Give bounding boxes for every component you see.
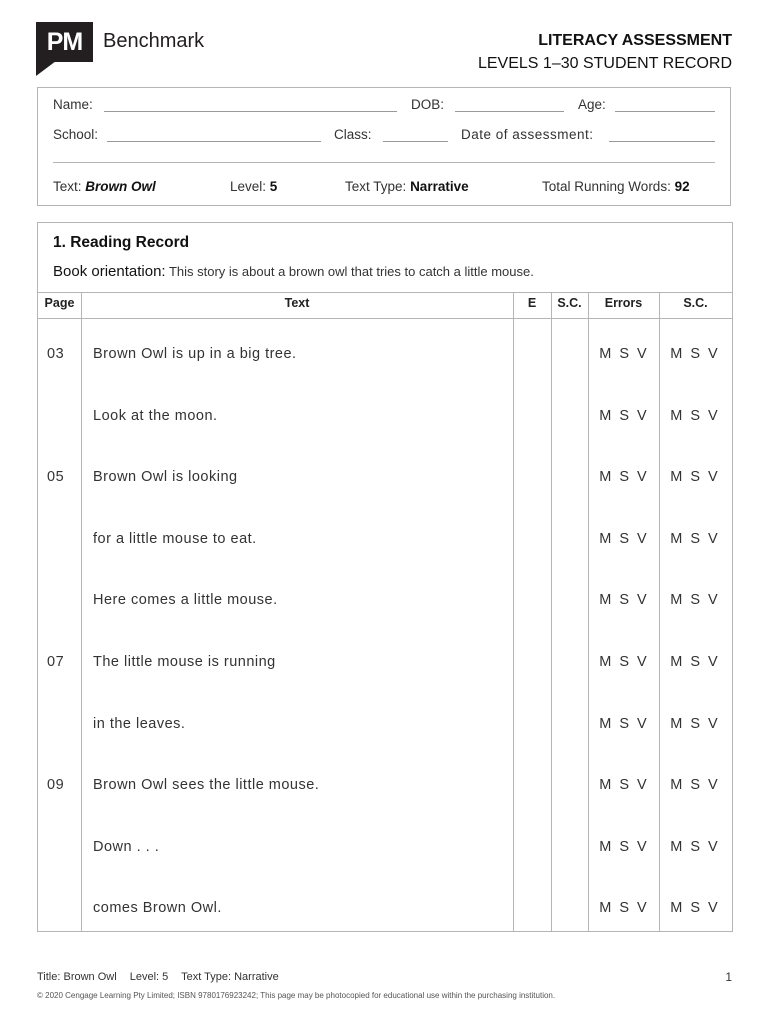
row-text: Down . . .: [93, 839, 160, 855]
page-number: 1: [725, 970, 732, 984]
section-title: 1. Reading Record: [53, 234, 190, 251]
text-type-info: Text Type: Narrative: [345, 179, 469, 194]
pm-logo: [36, 22, 93, 76]
errors-msv[interactable]: M S V: [599, 592, 649, 608]
running-words-info: Total Running Words: 92: [542, 179, 690, 194]
sc-msv[interactable]: M S V: [670, 346, 720, 362]
sc-msv[interactable]: M S V: [670, 408, 720, 424]
sc-msv[interactable]: M S V: [670, 469, 720, 485]
footer-text-type: Text Type: Narrative: [181, 971, 279, 983]
row-text: Brown Owl is up in a big tree.: [93, 346, 297, 362]
orientation-text: This story is about a brown owl that tries to catch a little mouse.: [168, 264, 534, 279]
school-label: School:: [53, 127, 99, 142]
brand-name: Benchmark: [103, 30, 205, 52]
col-header-errors-count: E: [527, 296, 537, 310]
col-divider: [81, 292, 82, 931]
footer-info: [37, 971, 289, 983]
row-page-number: 09: [47, 777, 65, 793]
dob-label: DOB:: [411, 97, 445, 112]
table-header-rule: [38, 318, 732, 319]
age-label: Age:: [578, 97, 606, 112]
row-text: Here comes a little mouse.: [93, 592, 278, 608]
level-info: Level: 5: [230, 179, 278, 194]
reading-record-section: [37, 222, 733, 932]
date-field[interactable]: [609, 141, 715, 142]
text-title-value: Brown Owl: [85, 179, 156, 194]
school-field[interactable]: [107, 141, 321, 142]
col-header-page: Page: [44, 296, 75, 310]
sc-msv[interactable]: M S V: [670, 592, 720, 608]
text-info: Text: Brown Owl: [53, 179, 156, 194]
row-text: comes Brown Owl.: [93, 900, 222, 916]
errors-msv[interactable]: M S V: [599, 654, 649, 670]
col-header-sc-msv: S.C.: [683, 296, 708, 310]
name-label: Name:: [53, 97, 93, 112]
col-header-text: Text: [284, 296, 310, 310]
col-divider: [588, 292, 589, 931]
level-value: 5: [269, 179, 278, 194]
orientation-label: Book orientation:: [53, 263, 166, 280]
sc-msv[interactable]: M S V: [670, 654, 720, 670]
col-divider: [551, 292, 552, 931]
sc-msv[interactable]: M S V: [670, 777, 720, 793]
errors-msv[interactable]: M S V: [599, 839, 649, 855]
col-divider: [513, 292, 514, 931]
class-field[interactable]: [383, 141, 448, 142]
row-text: Brown Owl sees the little mouse.: [93, 777, 320, 793]
row-text: for a little mouse to eat.: [93, 531, 257, 547]
dob-field[interactable]: [455, 111, 564, 112]
book-orientation: [53, 263, 534, 280]
sc-msv[interactable]: M S V: [670, 900, 720, 916]
class-label: Class:: [334, 127, 372, 142]
row-text: The little mouse is running: [93, 654, 276, 670]
sc-msv[interactable]: M S V: [670, 531, 720, 547]
row-text: Look at the moon.: [93, 408, 218, 424]
age-field[interactable]: [615, 111, 715, 112]
footer-title: Title: Brown Owl: [37, 971, 117, 983]
errors-msv[interactable]: M S V: [599, 716, 649, 732]
col-divider: [659, 292, 660, 931]
sc-msv[interactable]: M S V: [670, 839, 720, 855]
errors-msv[interactable]: M S V: [599, 900, 649, 916]
name-field[interactable]: [104, 111, 397, 112]
row-page-number: 05: [47, 469, 65, 485]
document-subtitle: LEVELS 1–30 STUDENT RECORD: [477, 55, 732, 72]
errors-msv[interactable]: M S V: [599, 531, 649, 547]
copyright-notice: © 2020 Cengage Learning Pty Limited; ISBN 9780176923242; This page may be photocopied for educational use within the purchasing institution.: [37, 991, 556, 1000]
table-top-rule: [38, 292, 732, 293]
logo-badge: PM: [36, 22, 93, 62]
text-type-value: Narrative: [410, 179, 469, 194]
col-header-errors-msv: Errors: [604, 296, 643, 310]
info-divider: [53, 162, 715, 163]
document-title: LITERACY ASSESSMENT: [538, 32, 732, 49]
row-page-number: 03: [47, 346, 65, 362]
date-label: Date of assessment:: [461, 127, 594, 142]
errors-msv[interactable]: M S V: [599, 408, 649, 424]
errors-msv[interactable]: M S V: [599, 777, 649, 793]
running-words-value: 92: [674, 179, 690, 194]
row-text: in the leaves.: [93, 716, 186, 732]
col-header-self-corrections: S.C.: [557, 296, 582, 310]
sc-msv[interactable]: M S V: [670, 716, 720, 732]
logo-tail: [36, 61, 56, 76]
errors-msv[interactable]: M S V: [599, 346, 649, 362]
errors-msv[interactable]: M S V: [599, 469, 649, 485]
row-text: Brown Owl is looking: [93, 469, 238, 485]
student-info-box: [37, 87, 731, 206]
footer-level: Level: 5: [129, 971, 169, 983]
row-page-number: 07: [47, 654, 65, 670]
